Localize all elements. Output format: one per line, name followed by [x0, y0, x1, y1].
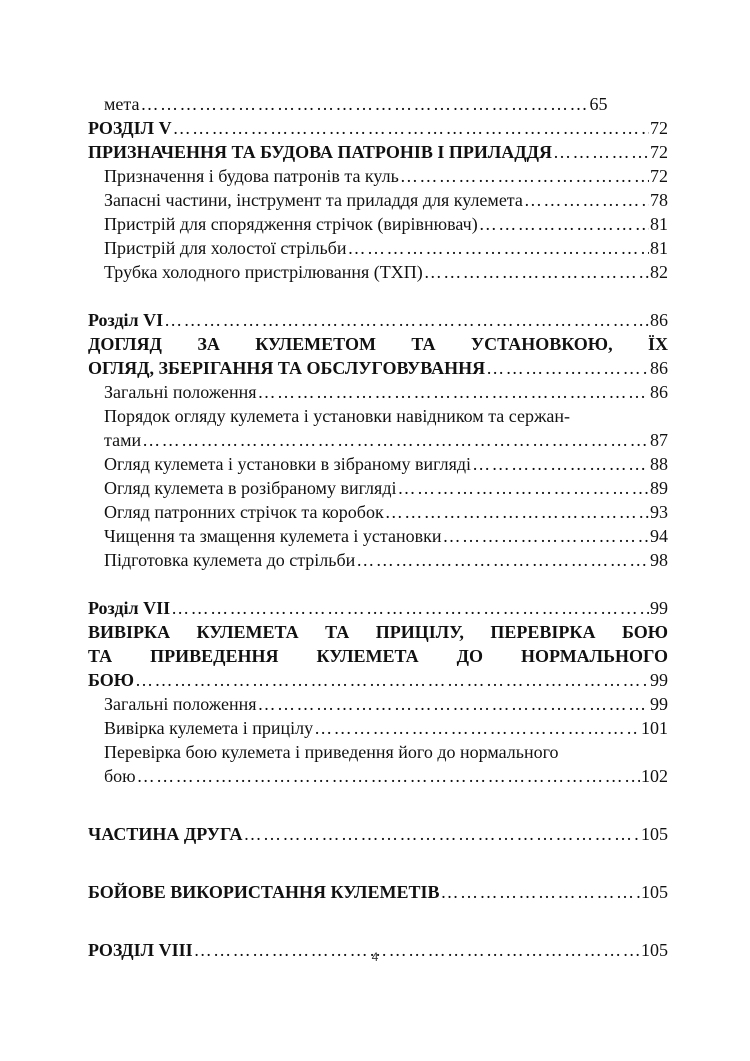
toc-entry-text: Чищення та змащення кулемета і установки — [104, 526, 442, 546]
toc-section-heading — [88, 880, 668, 904]
toc-dot-leader — [443, 524, 649, 548]
toc-dot-leader — [137, 764, 640, 788]
toc-entry — [88, 500, 668, 524]
toc-page-number: 99 — [650, 598, 668, 618]
toc-spacer — [88, 904, 668, 938]
toc-dot-leader — [314, 716, 640, 740]
toc-page-number: 105 — [641, 824, 668, 844]
toc-entry-text: БОЮ — [88, 670, 135, 690]
toc-spacer — [88, 846, 668, 880]
toc-page-number: 88 — [650, 454, 668, 474]
toc-dot-leader — [243, 822, 640, 846]
toc-dot-leader — [397, 476, 649, 500]
toc-entry-text: РОЗДІЛ V — [88, 118, 172, 138]
toc-entry — [88, 476, 668, 500]
toc-page-number: 72 — [650, 166, 668, 186]
toc-entry-text: Запасні частини, інструмент та приладдя для кулемета — [104, 190, 523, 210]
toc-dot-leader — [173, 116, 649, 140]
toc-dot-leader — [486, 356, 649, 380]
toc-entry-text: Огляд кулемета і установки в зібраному вигляді — [104, 454, 472, 474]
toc-entry-text: ДОГЛЯД ЗА КУЛЕМЕТОМ ТА УСТАНОВКОЮ, ЇХ — [88, 334, 668, 354]
toc-page-number: 98 — [650, 550, 668, 570]
toc-page-number: 105 — [641, 882, 668, 902]
toc-section-heading — [88, 822, 668, 846]
toc-dot-leader — [400, 164, 649, 188]
toc-page-number: 86 — [650, 310, 668, 330]
toc-entry-text: ПРИЗНАЧЕННЯ ТА БУДОВА ПАТРОНІВ І ПРИЛАДДЯ — [88, 142, 553, 162]
toc-entry — [88, 164, 668, 188]
toc-entry-text: Підготовка кулемета до стрільби — [104, 550, 356, 570]
toc-dot-leader — [479, 212, 649, 236]
toc-entry — [88, 524, 668, 548]
toc-page-number: 93 — [650, 502, 668, 522]
toc-page-number: 101 — [641, 718, 668, 738]
toc-dot-leader — [356, 548, 649, 572]
toc-page-number: 78 — [650, 190, 668, 210]
toc-dot-leader — [440, 880, 640, 904]
toc-entry-text: ВИВІРКА КУЛЕМЕТА ТА ПРИЦІЛУ, ПЕРЕВІРКА БОЮ — [88, 622, 668, 642]
toc-entry-text: Огляд патронних стрічок та коробок — [104, 502, 384, 522]
toc-entry-text: Вивірка кулемета і прицілу — [104, 718, 314, 738]
toc-page-number: 72 — [650, 142, 668, 162]
toc-entry — [88, 716, 668, 740]
toc-dot-leader — [553, 140, 649, 164]
toc-entry-text: мета — [104, 94, 140, 114]
toc-spacer — [88, 284, 668, 308]
toc-entry-text: тами — [104, 430, 142, 450]
toc-section-heading — [88, 308, 668, 332]
toc-section-heading — [88, 332, 668, 380]
toc-page-number: 81 — [650, 238, 668, 258]
toc-entry-text: Порядок огляду кулемета і установки навідником та сержан- — [104, 406, 571, 426]
toc-entry — [88, 236, 668, 260]
toc-dot-leader — [472, 452, 649, 476]
toc-page-number: 99 — [650, 694, 668, 714]
toc-entry — [88, 212, 668, 236]
toc-entry-text: Перевірка бою кулемета і приведення його до нормального — [104, 742, 559, 762]
toc-entry-text: ЧАСТИНА ДРУГА — [88, 824, 243, 844]
toc-entry — [88, 188, 668, 212]
toc-entry — [88, 380, 668, 404]
toc-spacer — [88, 572, 668, 596]
toc-dot-leader — [142, 428, 649, 452]
toc-dot-leader — [135, 668, 649, 692]
toc-dot-leader — [140, 92, 588, 116]
toc-entry-text: Пристрій для спорядження стрічок (вирівнювач) — [104, 214, 478, 234]
toc-entry — [88, 260, 668, 284]
toc-entry-text: Пристрій для холостої стрільби — [104, 238, 347, 258]
toc-entry-text: Розділ VII — [88, 598, 171, 618]
toc-page-number: 94 — [650, 526, 668, 546]
toc-page-number: 86 — [650, 382, 668, 402]
toc-entry — [88, 740, 668, 788]
page-number: 4 — [371, 950, 379, 964]
toc-page-number: 86 — [650, 358, 668, 378]
toc-entry-text: бою — [104, 766, 136, 786]
toc-page-number: 89 — [650, 478, 668, 498]
toc-section-heading — [88, 116, 668, 140]
toc-entry — [88, 548, 668, 572]
toc-dot-leader — [164, 308, 649, 332]
table-of-contents — [88, 92, 668, 962]
toc-dot-leader — [385, 500, 649, 524]
toc-entry-text: Загальні положення — [104, 694, 257, 714]
toc-entry-text: Загальні положення — [104, 382, 257, 402]
toc-spacer — [88, 788, 668, 822]
toc-page-number: 65 — [589, 94, 608, 114]
toc-entry — [88, 404, 668, 452]
toc-dot-leader — [347, 236, 649, 260]
toc-entry-text: Призначення і будова патронів та куль — [104, 166, 399, 186]
toc-page-number: 99 — [650, 670, 668, 690]
toc-entry-text: Трубка холодного пристрілювання (ТХП) — [104, 262, 423, 282]
toc-section-heading — [88, 620, 668, 692]
toc-entry-text: ОГЛЯД, ЗБЕРІГАННЯ ТА ОБСЛУГОВУВАННЯ — [88, 358, 486, 378]
toc-page-number: 87 — [650, 430, 668, 450]
toc-dot-leader — [524, 188, 649, 212]
toc-entry-text: ТА ПРИВЕДЕННЯ КУЛЕМЕТА ДО НОРМАЛЬНОГО — [88, 646, 668, 666]
toc-entry-text: БОЙОВЕ ВИКОРИСТАННЯ КУЛЕМЕТІВ — [88, 882, 440, 902]
toc-dot-leader — [258, 692, 649, 716]
toc-dot-leader — [424, 260, 649, 284]
toc-section-heading — [88, 140, 668, 164]
toc-dot-leader — [258, 380, 649, 404]
toc-section-heading — [88, 596, 668, 620]
toc-entry — [88, 692, 668, 716]
toc-page-number: 102 — [641, 766, 668, 786]
toc-dot-leader — [171, 596, 649, 620]
toc-entry — [88, 92, 668, 116]
toc-entry-text: РОЗДІЛ VIII — [88, 940, 193, 960]
toc-entry-text: Розділ VI — [88, 310, 164, 330]
toc-page-number: 105 — [641, 940, 668, 960]
toc-page-number: 82 — [650, 262, 668, 282]
toc-entry — [88, 452, 668, 476]
toc-page-number: 81 — [650, 214, 668, 234]
toc-entry-text: Огляд кулемета в розібраному вигляді — [104, 478, 397, 498]
toc-page-number: 72 — [650, 118, 668, 138]
